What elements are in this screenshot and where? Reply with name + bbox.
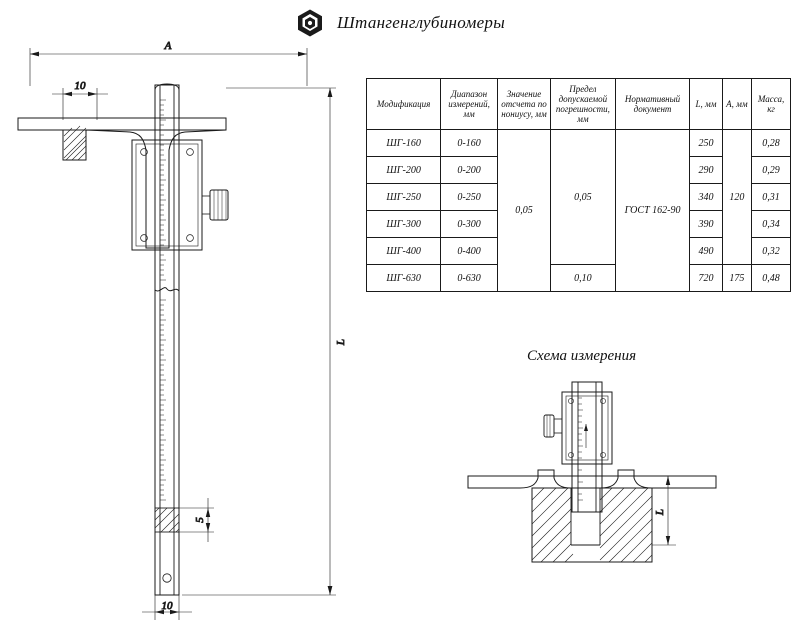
cell-range: 0-200 xyxy=(441,157,498,184)
dim-label-10-top: 10 xyxy=(74,80,86,92)
cell-length: 390 xyxy=(690,211,722,238)
cell-mass: 0,32 xyxy=(752,238,791,265)
cell-mass: 0,29 xyxy=(752,157,791,184)
cell-mass: 0,34 xyxy=(752,211,791,238)
cell-range: 0-630 xyxy=(441,265,498,292)
table-header-row xyxy=(367,79,791,130)
header-width: A, мм xyxy=(722,79,751,130)
scheme-title: Схема измерения xyxy=(527,348,637,364)
cell-limit: 0,10 xyxy=(551,265,616,292)
scheme-dim-label-L: L xyxy=(654,508,666,516)
cell-mass: 0,31 xyxy=(752,184,791,211)
base-hatching xyxy=(64,126,86,160)
scheme-thumb-screw xyxy=(544,415,562,437)
cell-range: 0-160 xyxy=(441,130,498,157)
cell-length: 720 xyxy=(690,265,722,292)
measurement-scheme xyxy=(468,382,716,562)
cell-length: 340 xyxy=(690,184,722,211)
cell-model: ШГ-200 xyxy=(367,157,441,184)
table-row xyxy=(367,265,791,292)
gauge-base xyxy=(18,118,226,248)
cell-model: ШГ-160 xyxy=(367,130,441,157)
header-length: L, мм xyxy=(690,79,722,130)
page-title: Штангенглубиномеры xyxy=(337,13,506,32)
header-document: Нормативный документ xyxy=(615,79,690,130)
dim-label-A: A xyxy=(164,40,172,52)
header-limit: Предел допускаемой погрешности, мм xyxy=(551,79,616,130)
thumb-screw xyxy=(202,190,228,220)
header-vernier: Значение отсчета по нониусу, мм xyxy=(497,79,550,130)
cell-vernier: 0,05 xyxy=(497,130,550,292)
header-range: Диапазон измерений, мм xyxy=(441,79,498,130)
cell-model: ШГ-630 xyxy=(367,265,441,292)
dim-label-10-bottom: 10 xyxy=(161,600,173,612)
cell-model: ШГ-300 xyxy=(367,211,441,238)
table-row xyxy=(367,130,791,157)
dim-10-top xyxy=(52,88,108,120)
cell-length: 290 xyxy=(690,157,722,184)
workpiece-hatching xyxy=(532,488,652,562)
cell-model: ШГ-250 xyxy=(367,184,441,211)
cell-mass: 0,28 xyxy=(752,130,791,157)
dim-label-5: 5 xyxy=(194,517,206,523)
dim-A xyxy=(30,48,307,86)
cell-document: ГОСТ 162-90 xyxy=(615,130,690,292)
bar-graduations xyxy=(160,100,166,500)
measuring-bar xyxy=(155,84,179,595)
scheme-graduations xyxy=(578,392,583,500)
cell-limit: 0,05 xyxy=(551,130,616,265)
header-mass: Масса, кг xyxy=(752,79,791,130)
cell-range: 0-400 xyxy=(441,238,498,265)
cell-range: 0-300 xyxy=(441,211,498,238)
dim-label-L: L xyxy=(335,338,347,346)
cell-model: ШГ-400 xyxy=(367,238,441,265)
cell-range: 0-250 xyxy=(441,184,498,211)
cell-width: 175 xyxy=(722,265,751,292)
header-model: Модификация xyxy=(367,79,441,130)
scheme-direction-arrow xyxy=(584,424,588,448)
cell-width: 120 xyxy=(722,130,751,265)
cell-mass: 0,48 xyxy=(752,265,791,292)
cell-length: 490 xyxy=(690,238,722,265)
vernier-slider xyxy=(132,140,202,250)
cell-length: 250 xyxy=(690,130,722,157)
specification-table xyxy=(366,78,791,292)
